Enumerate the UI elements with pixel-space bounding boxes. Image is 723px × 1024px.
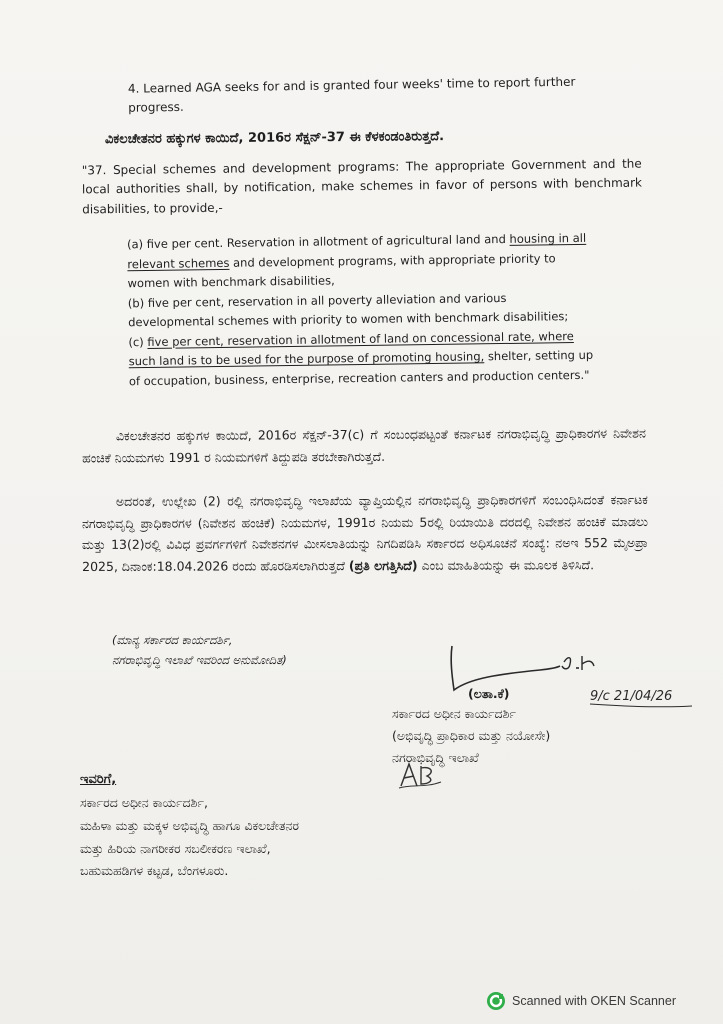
signatory-designation: ಸರ್ಕಾರದ ಅಧೀನ ಕಾರ್ಯದರ್ಶಿ xyxy=(392,706,516,721)
item-4-text xyxy=(128,72,599,117)
notification-tail: ಎಂಬ ಮಾಹಿತಿಯನ್ನು ಈ ಮೂಲಕ ತಿಳಿಸಿದೆ. xyxy=(417,556,595,573)
approval-note xyxy=(112,630,412,670)
recipient-line: ಬಹುಮಹಡಿಗಳ ಕಟ್ಟಡ, ಬೆಂಗಳೂರು. xyxy=(80,863,229,879)
signatory-department: ನಗರಾಭಿವೃದ್ಧಿ ಇಲಾಖೆ xyxy=(392,749,479,765)
notification-main-text: ಅದರಂತೆ, ಉಲ್ಲೇಖ (2) ರಲ್ಲಿ ನಗರಾಭಿವೃದ್ಧಿ ಇಲಾಖೆಯ ವ್ಯಾಪ್ತಿಯಲ್ಲಿನ ನಗರಾಭಿವೃದ್ಧಿ ಪ್ರಾಧಿಕಾರಗಳಿಗೆ ಸಂಬಂಧಿಸಿದಂತೆ ಕರ್ನಾಟಕ ನಗರಾಭಿವೃದ್ಧಿ ಪ್ರಾಧಿಕಾರಗಳ (ನಿವೇಶನ ಹಂಚಿಕೆ) ನಿಯಮಗಳ, 1991ರ ನಿಯಮ 5ರಲ್ಲಿ ರಿಯಾಯಿತಿ ದರದಲ್ಲಿ ನಿವೇಶನ ಹಂಚಿಕೆ ಮಾಡಲು ಮತ್ತು 13(2)ರಲ್ಲಿ ವಿವಿಧ ಪ್ರವರ್ಗಗಳಿಗೆ ನಿವೇಶನಗಳ ಮೀಸಲಾತಿಯನ್ನು ನಿಗದಿಪಡಿಸಿ ಸರ್ಕಾರದ ಅಧಿಸೂಚನೆ ಸಂಖ್ಯೆ: ನಅಇ 552 ಮೈಅಪ್ರಾ 2025, ದಿನಾಂಕ:18.04.2026 ರಂದು ಹೊರಡಿಸಲಾಗಿರುತ್ತದೆ xyxy=(81,492,649,574)
clause-a-pre: (a) five per cent. Reservation in allotment of agricultural land and xyxy=(126,231,510,252)
approval-line-1: (ಮಾನ್ಯ ಸರ್ಕಾರದ ಕಾರ್ಯದರ್ಶಿ, xyxy=(112,633,233,647)
scanner-watermark xyxy=(486,990,676,1012)
item-4-body: Learned AGA seeks for and is granted four weeks' time to report further progress. xyxy=(128,74,576,115)
clause-c-pre: (c) xyxy=(128,334,148,349)
item-4-number: 4. xyxy=(127,81,140,96)
notification-paragraph xyxy=(82,489,648,577)
clause-c-underlined: five per cent, reservation in allotment of land on concessional rate, where such land is to be used for the purpose of promoting housing, xyxy=(128,328,574,369)
clause-a xyxy=(127,229,594,294)
scanner-text: Scanned with OKEN Scanner xyxy=(512,994,676,1008)
signatory-section: (ಅಭಿವೃದ್ಧಿ ಪ್ರಾಧಿಕಾರ ಮತ್ತು ನಯೋಸೇ) xyxy=(392,727,551,743)
section-37-clauses xyxy=(127,229,595,392)
recipient-line: ಸರ್ಕಾರದ ಅಧೀನ ಕಾರ್ಯದರ್ಶಿ, xyxy=(80,795,208,810)
clause-a-underlined: housing in all relevant schemes xyxy=(127,230,587,271)
signature-date: 9/c 21/04/26 xyxy=(590,689,673,704)
clause-c-post: shelter, setting up of occupation, business, enterprise, recreation canters and production centers." xyxy=(128,348,594,389)
section-37-quote: "37. Special schemes and development programs: The appropriate Government and the local authorities shall, by notification, make schemes in favor of persons with benchmark disabilities, to provide,- xyxy=(81,156,643,217)
recipient-line: ಮತ್ತು ಹಿರಿಯ ನಾಗರೀಕರ ಸಬಲೀಕರಣ ಇಲಾಖೆ, xyxy=(80,840,271,856)
recipient-address xyxy=(80,792,460,883)
recipient-heading: ಇವರಿಗೆ, xyxy=(80,772,117,787)
recipient-line: ಮಹಿಳಾ ಮತ್ತು ಮಕ್ಕಳ ಅಭಿವೃದ್ಧಿ ಹಾಗೂ ವಿಕಲಚೇತನರ xyxy=(80,817,300,833)
scanner-logo-icon xyxy=(486,991,506,1011)
initials-mark xyxy=(395,758,445,792)
amendment-paragraph: ವಿಕಲಚೇತನರ ಹಕ್ಕುಗಳ ಕಾಯಿದೆ, 2016ರ ಸೆಕ್ಷನ್-37(c) ಗೆ ಸಂಬಂಧಪಟ್ಟಂತೆ ಕರ್ನಾಟಕ ನಗರಾಭಿವೃದ್ಧಿ ಪ್ರಾಧಿಕಾರಗಳ ನಿವೇಶನ ಹಂಚಿಕೆ ನಿಯಮಗಳು 1991 ರ ನಿಯಮಗಳಿಗೆ ತಿದ್ದುಪಡಿ ತರಬೇಕಾಗಿರುತ್ತದೆ. xyxy=(82,425,646,466)
clause-c xyxy=(128,326,595,391)
approval-line-2: ನಗರಾಭಿವೃದ್ಧಿ ಇಲಾಖೆ ಇವರಿಂದ ಅನುಮೋದಿತ) xyxy=(112,653,287,668)
signatory-name: (ಲತಾ.ಕೆ) xyxy=(468,686,510,701)
section-heading: ವಿಕಲಚೇತನರ ಹಕ್ಕುಗಳ ಕಾಯಿದೆ, 2016ರ ಸೆಕ್ಷನ್-37 ಈ ಕೆಳಕಂಡಂತಿರುತ್ತದೆ. xyxy=(104,129,445,148)
clause-a-post: and development programs, with appropriate priority to women with benchmark disabilities, xyxy=(127,250,556,291)
clause-b: (b) five per cent, reservation in all poverty alleviation and various developmental schemes with priority to women with benchmark disabilities; xyxy=(127,290,569,330)
attachment-note: (ಪ್ರತಿ ಲಗತ್ತಿಸಿದೆ) xyxy=(348,557,418,573)
